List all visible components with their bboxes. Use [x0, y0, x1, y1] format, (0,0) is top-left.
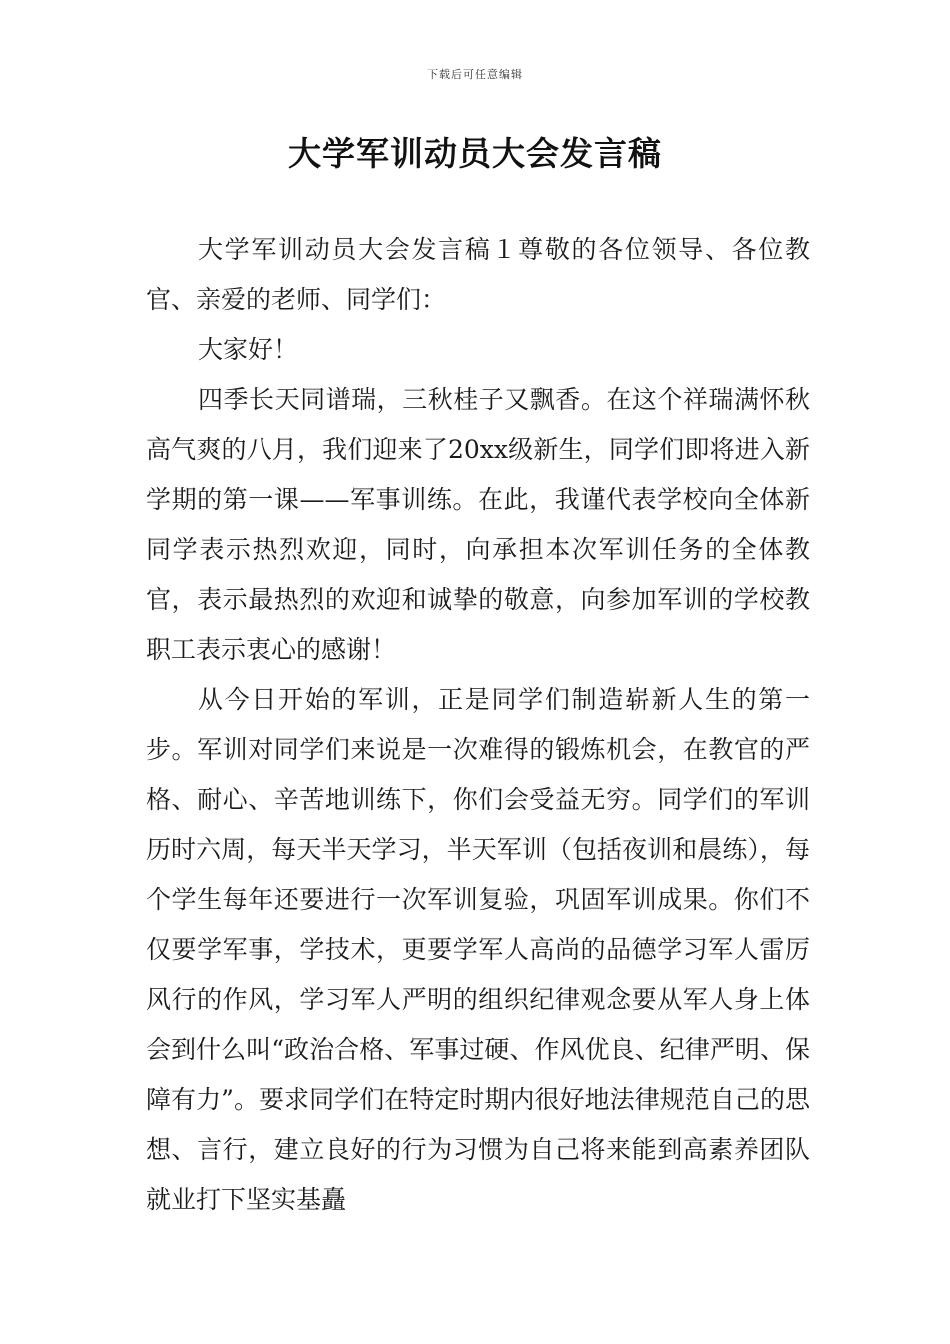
paragraph-training: 从今日开始的军训，正是同学们制造崭新人生的第一步。军训对同学们来说是一次难得的锻炼机会，在教官的严格、耐心、辛苦地训练下，你们会受益无穷。同学们的军训历时六周，每天半天学习，半天军训（包括夜训和晨练），每个学生每年还要进行一次军训复验，巩固军训成果。你们不仅要学军事，学技术，更要学军人高尚的品德学习军人雷厉风行的作风，学习军人严明的组织纪律观念要从军人身上体会到什么叫“政治合格、军事过硬、作风优良、纪律严明、保障有力”。要求同学们在特定时期内很好地法律规范自己的思想、言行，建立良好的行为习惯为自己将来能到高素养团队就业打下坚实基矗 [146, 685, 810, 1214]
header-note: 下载后可任意编辑 [427, 68, 523, 81]
paragraph-welcome: 四季长天同谱瑞，三秋桂子又飘香。在这个祥瑞满怀秋高气爽的八月，我们迎来了20xx级新生，同学们即将进入新学期的第一课——军事训练。在此，我谨代表学校向全体新同学表示热烈欢迎，同时，向承担本次军训任务的全体教官，表示最热烈的欢迎和诚挚的敬意，向参加军训的学校教职工表示衷心的感谢！ [146, 385, 810, 664]
paragraph-salutation: 大学军训动员大会发言稿１尊敬的各位领导、各位教官、亲爱的老师、同学们： [146, 235, 810, 314]
document-title: 大学军训动员大会发言稿 [288, 134, 662, 173]
paragraph-greeting: 大家好！ [198, 335, 299, 364]
document-body [146, 225, 810, 1225]
